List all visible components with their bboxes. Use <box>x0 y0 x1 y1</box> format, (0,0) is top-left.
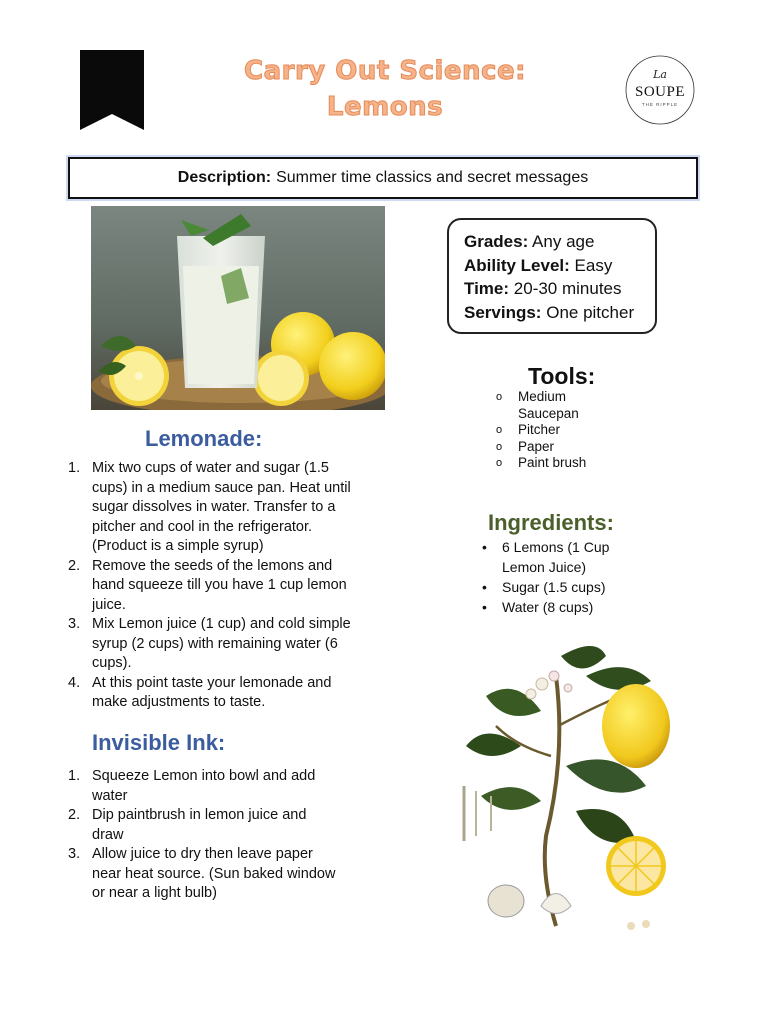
list-item: 2. Dip paintbrush in lemon juice and draw <box>68 807 307 843</box>
lemonade-heading: Lemonade: <box>145 426 263 451</box>
list-item: 1. Squeeze Lemon into bowl and add water <box>68 768 316 804</box>
list-item: 3. Mix Lemon juice (1 cup) and cold simple syrup (2 cups) with remaining water (6 cups). <box>68 616 351 671</box>
lemonade-photo <box>91 206 385 410</box>
recipe-info-box <box>447 218 657 334</box>
info-row-time: Time: 20-30 minutes <box>464 279 622 298</box>
la-soupe-logo <box>624 54 696 126</box>
invisible-ink-steps <box>68 767 336 904</box>
description-text: Summer time classics and secret messages <box>276 169 589 186</box>
tools-heading: Tools: <box>528 363 596 389</box>
page-title-line2: Lemons <box>326 92 444 122</box>
list-item: 4. At this point taste your lemonade and make adjustments to taste. <box>68 674 332 710</box>
tools-list <box>496 389 606 472</box>
list-item: o Paint brush <box>496 455 587 470</box>
list-item: o Pitcher <box>496 422 561 437</box>
info-row-ability: Ability Level: Easy <box>464 255 613 275</box>
list-item: 2. Remove the seeds of the lemons and hand squeeze till you have 1 cup lemon juice. <box>68 557 347 613</box>
list-item: o Medium Saucepan <box>496 389 579 421</box>
invisible-ink-heading: Invisible Ink: <box>92 730 226 755</box>
description-label: Description: <box>177 169 272 186</box>
list-item: • Water (8 cups) <box>482 599 594 615</box>
logo-tagline: THE RIPPLE <box>641 102 679 107</box>
list-item: • 6 Lemons (1 Cup Lemon Juice) <box>482 539 610 575</box>
lemon-botanical-illustration <box>446 636 686 936</box>
description-box <box>68 157 698 199</box>
list-item: 1. Mix two cups of water and sugar (1.5 cups) in a medium sauce pan. Heat until sugar dissolves in water. Transfer to a pitcher and cool in the refrigerator. (Product is a simple syrup) <box>68 460 351 554</box>
list-item: o Paper <box>496 438 555 454</box>
logo-la: La <box>653 68 667 81</box>
info-row-grades: Grades: Any age <box>464 232 595 251</box>
ingredients-list <box>478 537 638 617</box>
ingredients-heading: Ingredients: <box>488 510 614 535</box>
logo-soupe: SOUPE <box>634 84 686 100</box>
list-item: • Sugar (1.5 cups) <box>482 579 606 595</box>
info-row-servings: Servings: One pitcher <box>464 302 635 322</box>
page-title-line1: Carry Out Science: <box>244 56 526 86</box>
list-item: 3. Allow juice to dry then leave paper near heat source. (Sun baked window or near a light bulb) <box>68 846 336 901</box>
cmc-logo-text: CMC <box>99 118 125 130</box>
lemonade-steps <box>68 459 368 713</box>
